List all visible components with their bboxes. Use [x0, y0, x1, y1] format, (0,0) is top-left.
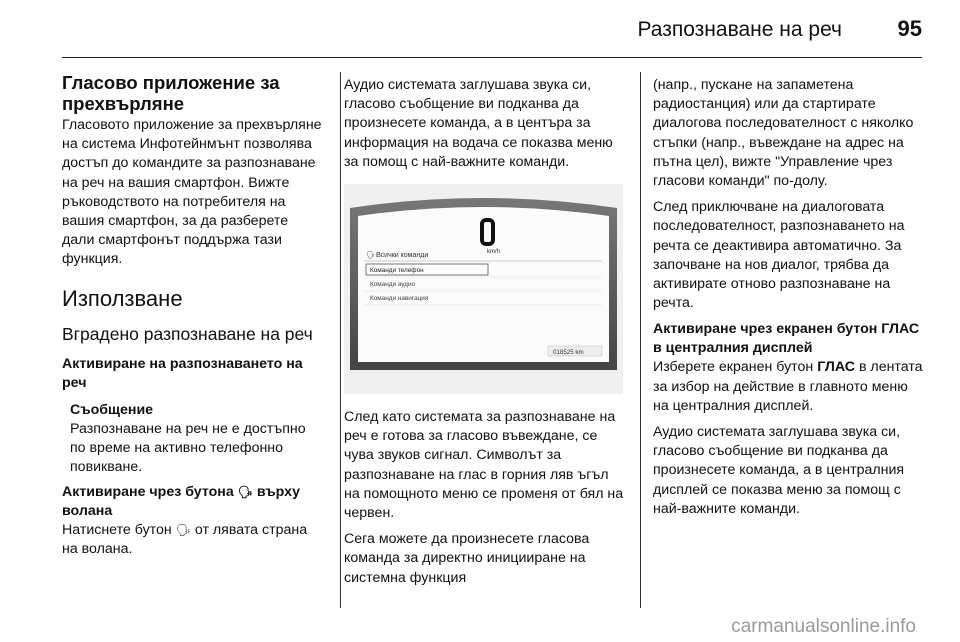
- activation-title: Активиране на разпознаването на реч: [62, 355, 303, 391]
- menu-title: Всички команди: [376, 252, 429, 260]
- wheel-body-post: от лявата страна на волана.: [62, 522, 308, 558]
- voice-menu-icon: 🗣︎: [366, 252, 375, 260]
- column-1: [62, 72, 324, 567]
- p3-post: в лентата за избор на действие в главното меню на централния дисплей.: [653, 359, 923, 414]
- usage-title: Използване: [62, 285, 183, 311]
- col3-paragraph-2: След приключване на диалоговата последователност, разпознаването на речта се деактивира автоматично. За започване на нов диалог, трябва да активирате отново разпознаване на речта.: [653, 199, 905, 312]
- notice-title: Съобщение: [70, 401, 154, 418]
- wheel-body-pre: Натиснете бутон: [62, 522, 172, 539]
- header-title: Разпознаване на реч: [637, 18, 842, 41]
- dashboard-svg: [344, 184, 623, 394]
- voice-icon: 🗣︎: [237, 485, 253, 500]
- screen-button-activation-title: Активиране чрез екранен бутон ГЛАС в централния дисплей: [653, 321, 920, 357]
- wheel-title-pre: Активиране чрез бутона: [62, 484, 234, 501]
- wheel-activation-text: [62, 521, 324, 559]
- col2-paragraph-2: След като системата за разпознаване на реч е готова за гласово въвеждане, се чува звуков сигнал. Символът за разпознаване на глас в горния ляв ъгъл на помощното меню се променя от бял на червен.: [344, 409, 624, 522]
- col3-paragraph-4: Аудио системата заглушава звука си, гласово съобщение ви подканва да произнесете команда, а в централния дисплей се показва меню за помощ с най-важните команди.: [653, 424, 905, 517]
- column-3: [653, 76, 925, 526]
- menu-item-audio: Команди аудио: [370, 281, 416, 289]
- page-number: 95: [897, 16, 922, 41]
- builtin-title: Вградено разпознаване на реч: [62, 323, 313, 344]
- page-header: [0, 0, 960, 60]
- voice-icon: 🗣︎: [175, 523, 191, 538]
- section-title-voice-passthrough: Гласово приложение за прехвърляне: [62, 72, 280, 114]
- notice-box: [70, 401, 324, 478]
- menu-item-phone: Команди телефон: [370, 267, 424, 275]
- watermark: carmanualsonline.info: [731, 616, 916, 637]
- column-divider-2: [640, 72, 641, 608]
- speed-unit: km/h: [487, 249, 501, 256]
- p3-pre: Изберете екранен бутон: [653, 359, 814, 376]
- col2-paragraph-3: Сега можете да произнесете гласова команда за директно иницииране на системна функция: [344, 531, 590, 586]
- col3-paragraph-1: (напр., пускане на запаметена радиостанция) или да стартирате диалогова последователност с няколко стъпки (напр., въвеждане на адрес на пътна цел), вижте "Управление чрез гласови команди" по-долу.: [653, 77, 914, 190]
- wheel-title-post: върху волана: [62, 484, 301, 520]
- col2-paragraph-1: Аудио системата заглушава звука си, гласово съобщение ви подканва да произнесете команда, а в центъра за информация на водача се показва меню за помощ с най-важните команди.: [344, 77, 613, 170]
- odometer: 018525 km: [553, 349, 584, 357]
- column-2: [344, 76, 626, 595]
- voice-passthrough-text: Гласовото приложение за прехвърляне на система Инфотейнмънт позволява достъп до командите за разпознаване на реч на вашия смартфон. Вижте ръководството на потребителя на вашия смартфон, за да разберете дали смартфонът поддържа тази функция.: [62, 117, 322, 268]
- column-divider-1: [340, 72, 341, 608]
- col3-paragraph-3: [653, 358, 925, 416]
- dashboard-screen-image: [344, 184, 623, 394]
- header-rule: [62, 57, 922, 58]
- wheel-activation-title: [62, 483, 324, 521]
- notice-text: Разпознаване на реч не е достъпно по време на активно телефонно повикване.: [70, 420, 306, 476]
- voice-button-label: ГЛАС: [817, 359, 855, 376]
- menu-item-navigation: Команди навигация: [370, 295, 429, 303]
